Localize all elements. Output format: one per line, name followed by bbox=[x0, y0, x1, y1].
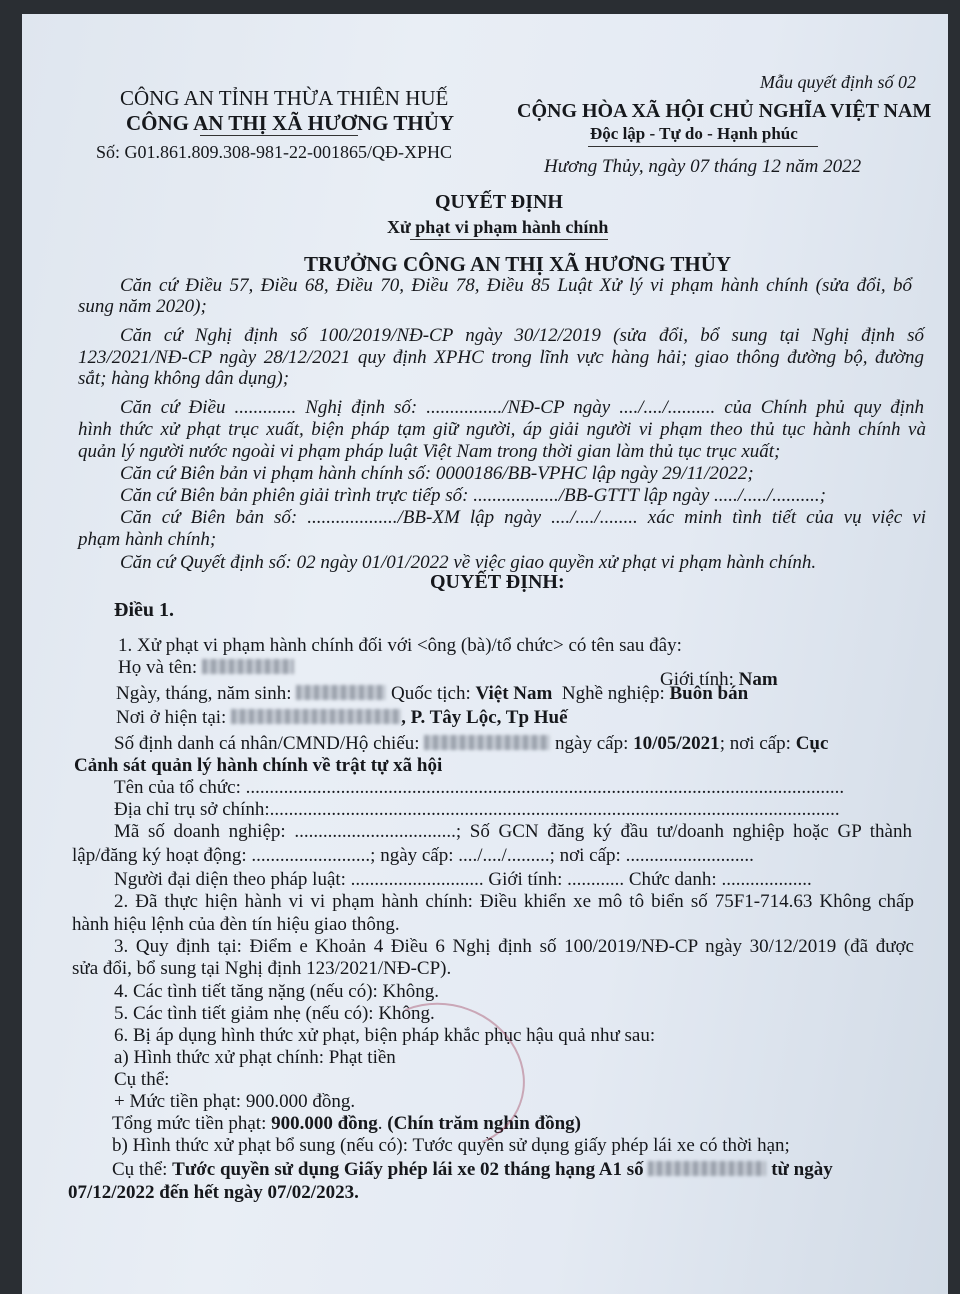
nationality-label: Quốc tịch: bbox=[391, 683, 471, 704]
violation-line-b: hành hiệu lệnh của đèn tín hiệu giao thông. bbox=[72, 914, 400, 935]
additional-detail-line bbox=[112, 1158, 833, 1181]
decision-subject: Xử phạt vi phạm hành chính bbox=[387, 217, 609, 237]
mitigating-line: 5. Các tình tiết giảm nhẹ (nếu có): Không. bbox=[114, 1003, 435, 1024]
additional-penalty-line: b) Hình thức xử phạt bổ sung (nếu có): Tước quyền sử dụng giấy phép lái xe có thời hạn; bbox=[112, 1135, 790, 1156]
ground-1b: sung năm 2020); bbox=[78, 296, 207, 317]
ground-3c: quản lý người nước ngoài vi phạm pháp luật Việt Nam trong thời gian làm thủ tục trục xuất; bbox=[78, 441, 781, 462]
additional-period-line: 07/12/2022 đến hết ngày 07/02/2023. bbox=[68, 1182, 359, 1203]
dob-label: Ngày, tháng, năm sinh: bbox=[116, 683, 292, 704]
main-penalty-detail-label: Cụ thể: bbox=[114, 1069, 170, 1090]
agency-underline bbox=[200, 135, 358, 136]
ground-2c: sắt; hàng không dân dụng); bbox=[78, 368, 290, 389]
ground-3b: hình thức xử phạt trục xuất, biện pháp tạm giữ người, áp giải người vi phạm theo thủ tục hành chính và bbox=[78, 419, 926, 440]
total-fine-words: (Chín trăm nghìn đồng) bbox=[387, 1113, 581, 1134]
total-fine-label: Tổng mức tiền phạt: bbox=[112, 1113, 267, 1134]
regulation-line-a: 3. Quy định tại: Điểm e Khoản 4 Điều 6 Nghị định số 100/2019/NĐ-CP ngày 30/12/2019 (đã được bbox=[114, 936, 914, 957]
name-line bbox=[118, 656, 294, 679]
id-label: Số định danh cá nhân/CMND/Hộ chiếu: bbox=[114, 733, 420, 754]
occupation-value: Buôn bán bbox=[669, 683, 749, 704]
issue-place-label: ; nơi cấp: bbox=[719, 733, 791, 754]
address-label: Nơi ở hiện tại: bbox=[116, 707, 227, 728]
decision-document bbox=[22, 14, 948, 1294]
nationality-value: Việt Nam bbox=[475, 683, 553, 704]
document-number: Số: G01.861.809.308-981-22-001865/QĐ-XPHC bbox=[96, 142, 453, 162]
license-line: lập/đăng ký hoạt động: .........................; ngày cấp: ..../..../.........; nơi cấp: ........................... bbox=[72, 845, 754, 866]
issue-place-value-b: Cảnh sát quản lý hành chính về trật tự xã hội bbox=[74, 755, 443, 776]
org-address-line: Địa chỉ trụ sở chính:........................................................................................................................ bbox=[114, 799, 840, 820]
main-penalty-line: a) Hình thức xử phạt chính: Phạt tiền bbox=[114, 1047, 396, 1068]
authority-title: TRƯỞNG CÔNG AN THỊ XÃ HƯƠNG THỦY bbox=[304, 252, 732, 276]
license-number-redacted bbox=[648, 1161, 766, 1176]
ground-7: Căn cứ Quyết định số: 02 ngày 01/01/2022 về việc giao quyền xử phạt vi phạm hành chính. bbox=[120, 552, 817, 573]
ground-5: Căn cứ Biên bản phiên giải trình trực tiếp số: ................../BB-GTTT lập ngày ...../...../..........; bbox=[120, 485, 826, 506]
form-number: Mẫu quyết định số 02 bbox=[760, 72, 916, 92]
aggravating-line: 4. Các tình tiết tăng nặng (nếu có): Không. bbox=[114, 981, 440, 1002]
violation-line-a: 2. Đã thực hiện hành vi vi phạm hành chính: Điều khiển xe mô tô biển số 75F1-714.63 Không chấp bbox=[114, 891, 914, 912]
gender-value: Nam bbox=[738, 669, 778, 690]
name-label: Họ và tên: bbox=[118, 657, 198, 678]
decides-heading: QUYẾT ĐỊNH: bbox=[430, 571, 565, 593]
id-redacted bbox=[424, 735, 550, 750]
ground-2a: Căn cứ Nghị định số 100/2019/NĐ-CP ngày 30/12/2019 (sửa đổi, bổ sung tại Nghị định số bbox=[120, 325, 924, 346]
total-fine-line: Tổng mức tiền phạt: 900.000 đồng. (Chín trăm nghìn đồng) bbox=[112, 1113, 581, 1134]
regulation-line-b: sửa đổi, bổ sung tại Nghị định 123/2021/NĐ-CP). bbox=[72, 958, 452, 979]
ground-2b: 123/2021/NĐ-CP ngày 28/12/2021 quy định XPHC trong lĩnh vực hàng hải; giao thông đường bộ, đường bbox=[78, 347, 924, 368]
ground-6b: phạm hành chính; bbox=[78, 529, 217, 550]
dob-line bbox=[116, 682, 748, 705]
fine-amount-line: + Mức tiền phạt: 900.000 đồng. bbox=[114, 1091, 356, 1112]
representative-line: Người đại diện theo pháp luật: ............................ Giới tính: ............ Chức danh: ................... bbox=[114, 869, 812, 890]
motto-underline bbox=[588, 146, 818, 147]
tax-code-line: Mã số doanh nghiệp: ..................................; Số GCN đăng ký đầu tư/doanh nghiệp hoặc GP thành bbox=[114, 821, 912, 842]
article-p1: 1. Xử phạt vi phạm hành chính đối với <ông (bà)/tổ chức> có tên sau đây: bbox=[118, 635, 682, 656]
ground-3a: Căn cứ Điều ............. Nghị định số: ................/NĐ-CP ngày ..../..../.......... của Chính phủ quy định bbox=[120, 397, 924, 418]
dob-redacted bbox=[296, 685, 386, 700]
subject-underline bbox=[410, 239, 608, 240]
total-fine-value: 900.000 đồng bbox=[271, 1113, 378, 1134]
occupation-label: Nghề nghiệp: bbox=[561, 683, 665, 704]
motto: Độc lập - Tự do - Hạnh phúc bbox=[590, 124, 798, 143]
country-name: CỘNG HÒA XÃ HỘI CHỦ NGHĨA VIỆT NAM bbox=[517, 100, 932, 122]
decision-title: QUYẾT ĐỊNH bbox=[435, 191, 563, 213]
additional-detail-from: từ ngày bbox=[771, 1159, 833, 1180]
additional-detail-value: Tước quyền sử dụng Giấy phép lái xe 02 tháng hạng A1 số bbox=[172, 1159, 644, 1180]
ground-6a: Căn cứ Biên bản số: .................../BB-XM lập ngày ..../..../........ xác minh tình tiết của vụ việc vi bbox=[120, 507, 926, 528]
ground-4: Căn cứ Biên bản vi phạm hành chính số: 0000186/BB-VPHC lập ngày 29/11/2022; bbox=[120, 463, 754, 484]
agency-parent: CÔNG AN TỈNH THỪA THIÊN HUẾ bbox=[120, 86, 449, 110]
issue-place-value-a: Cục bbox=[795, 733, 829, 754]
ground-1a: Căn cứ Điều 57, Điều 68, Điều 70, Điều 78, Điều 85 Luật Xử lý vi phạm hành chính (sửa đổi, bổ bbox=[120, 275, 912, 296]
additional-detail-label: Cụ thể: bbox=[112, 1159, 168, 1180]
org-name-line: Tên của tổ chức: .............................................................................................................................. bbox=[114, 777, 845, 798]
id-line bbox=[114, 732, 828, 755]
issue-date-label: ngày cấp: bbox=[555, 733, 629, 754]
address-redacted bbox=[231, 709, 401, 724]
address-line bbox=[116, 706, 568, 729]
place-date: Hương Thủy, ngày 07 tháng 12 năm 2022 bbox=[544, 156, 862, 177]
address-value: , P. Tây Lộc, Tp Huế bbox=[401, 707, 568, 728]
penalty-forms-line: 6. Bị áp dụng hình thức xử phạt, biện pháp khắc phục hậu quả như sau: bbox=[114, 1025, 656, 1046]
gender-label: Giới tính: bbox=[660, 669, 734, 690]
agency-name: CÔNG AN THỊ XÃ HƯƠNG THỦY bbox=[126, 111, 455, 135]
name-redacted bbox=[202, 659, 294, 674]
issue-date-value: 10/05/2021 bbox=[633, 733, 720, 754]
article-1-heading: Điều 1. bbox=[114, 599, 174, 621]
